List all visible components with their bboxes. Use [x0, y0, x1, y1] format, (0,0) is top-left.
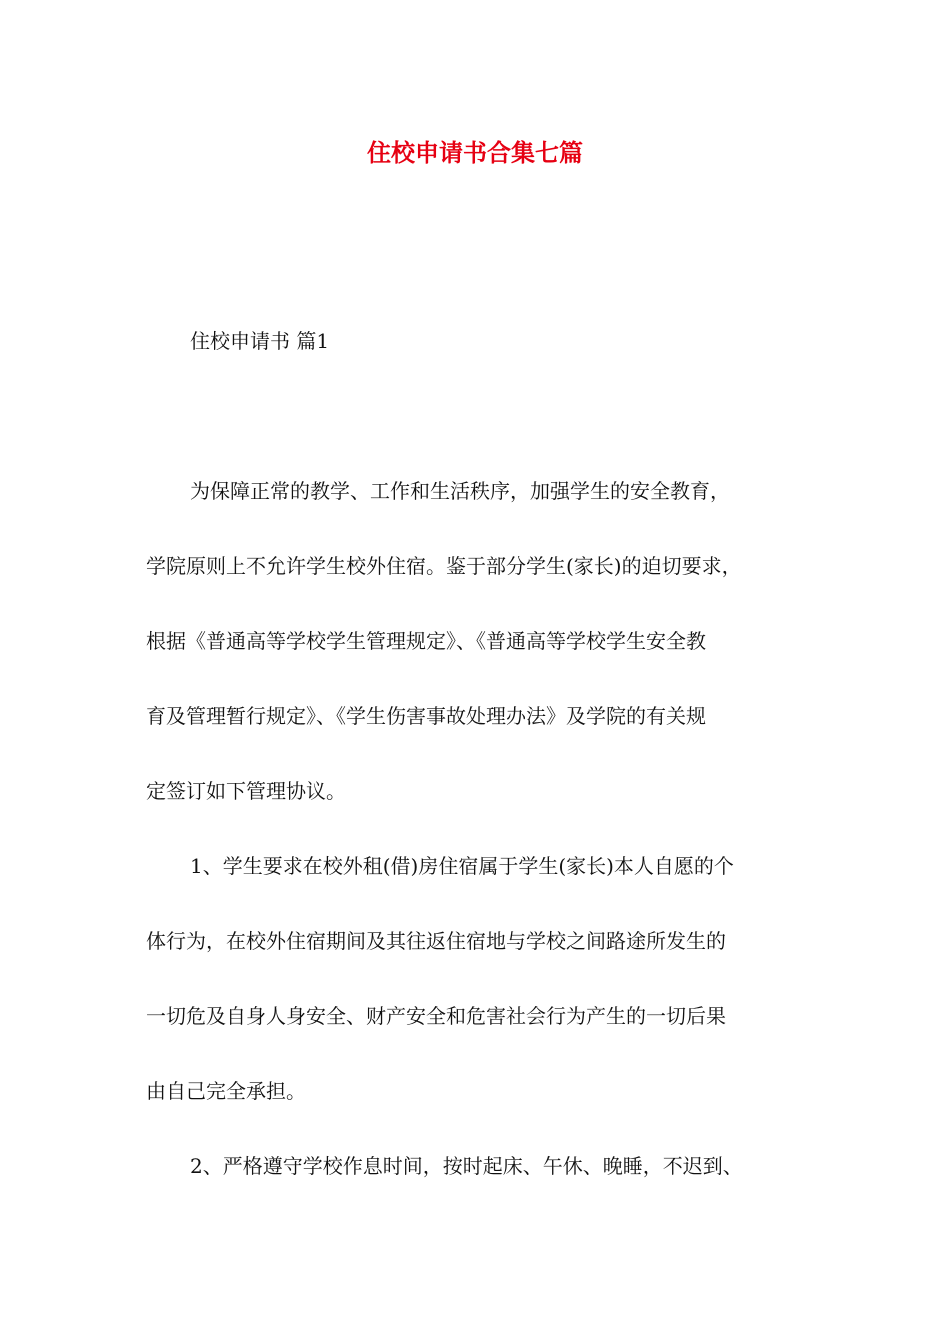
paragraph-line: 育及管理暂行规定》、《学生伤害事故处理办法》及学院的有关规 [146, 704, 706, 728]
paragraph-line: 由自己完全承担。 [146, 1079, 306, 1103]
paragraph-line: 定签订如下管理协议。 [146, 779, 346, 803]
paragraph-line: 一切危及自身人身安全、财产安全和危害社会行为产生的一切后果 [146, 1004, 726, 1028]
section-heading: 住校申请书 篇1 [190, 329, 330, 353]
paragraph-line: 学院原则上不允许学生校外住宿。鉴于部分学生(家长)的迫切要求， [146, 554, 742, 578]
paragraph-line: 体行为，在校外住宿期间及其往返住宿地与学校之间路途所发生的 [146, 929, 726, 953]
paragraph-line: 根据《普通高等学校学生管理规定》、《普通高等学校学生安全教 [146, 629, 706, 653]
document-title: 住校申请书合集七篇 [367, 139, 583, 167]
paragraph-line: 1、学生要求在校外租(借)房住宿属于学生(家长)本人自愿的个 [190, 854, 734, 878]
paragraph-line: 为保障正常的教学、工作和生活秩序，加强学生的安全教育， [190, 479, 730, 503]
paragraph-line: 2、严格遵守学校作息时间，按时起床、午休、晚睡，不迟到、 [190, 1154, 743, 1178]
